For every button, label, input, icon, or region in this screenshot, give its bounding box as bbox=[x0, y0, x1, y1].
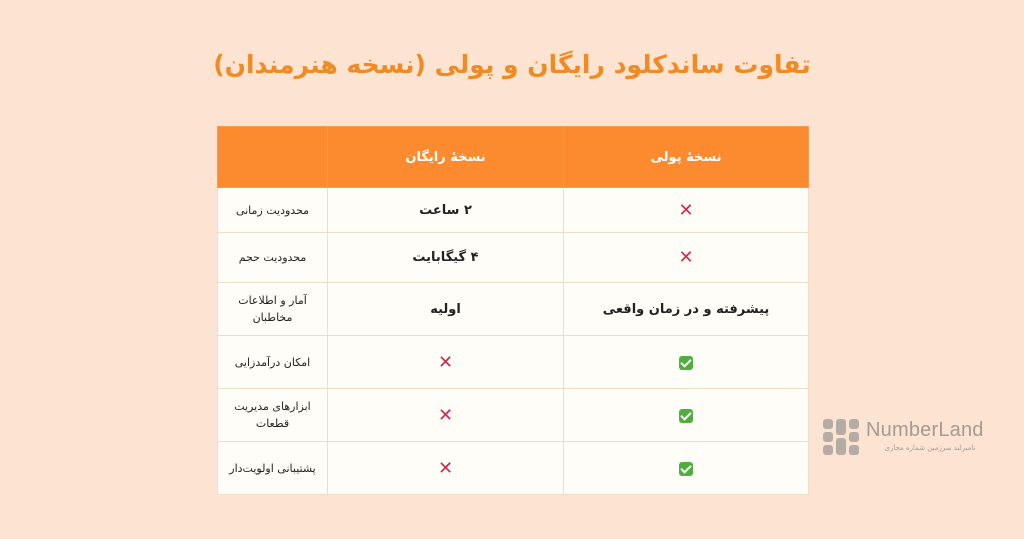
check-icon bbox=[679, 409, 693, 423]
cross-icon: ✕ bbox=[678, 247, 694, 268]
row-label: امکان درآمدزایی bbox=[218, 336, 328, 389]
numberland-logo-icon bbox=[823, 419, 859, 455]
header-blank-cell bbox=[218, 127, 328, 188]
paid-value bbox=[564, 188, 809, 233]
cross-icon: ✕ bbox=[437, 404, 454, 426]
watermark-name: NumberLand bbox=[866, 419, 984, 441]
numberland-watermark bbox=[823, 419, 998, 459]
table-row bbox=[218, 233, 809, 283]
row-label bbox=[218, 389, 328, 442]
cross-icon: ✕ bbox=[437, 457, 454, 479]
check-icon bbox=[679, 462, 693, 476]
paid-value bbox=[564, 442, 809, 495]
page-title: تفاوت ساندکلود رایگان و پولی (نسخه هنرمندان) bbox=[213, 50, 811, 79]
paid-value bbox=[564, 336, 809, 389]
free-value: اولیه bbox=[328, 283, 564, 336]
row-label: محدودیت زمانی bbox=[218, 188, 328, 233]
header-free-version: نسخهٔ رایگان bbox=[328, 127, 564, 188]
watermark-tagline: نامبرلند سرزمین شماره مجازی bbox=[884, 444, 976, 452]
check-icon bbox=[679, 356, 693, 370]
cross-icon: ✕ bbox=[678, 199, 694, 221]
paid-value bbox=[564, 233, 809, 283]
free-value bbox=[328, 389, 564, 442]
row-label-text: ابزارهای مدیریت قطعات bbox=[234, 400, 311, 430]
free-value bbox=[328, 336, 564, 389]
table-row bbox=[218, 336, 809, 389]
table-row bbox=[218, 389, 809, 442]
paid-value: پیشرفته و در زمان واقعی bbox=[564, 283, 809, 336]
row-label bbox=[218, 283, 328, 336]
row-label: پشتیبانی اولویت‌دار bbox=[218, 442, 328, 495]
table-row bbox=[218, 188, 809, 233]
cross-icon: ✕ bbox=[437, 351, 454, 373]
paid-value bbox=[564, 389, 809, 442]
table-header-row bbox=[218, 127, 809, 188]
header-paid-version: نسخهٔ پولی bbox=[564, 127, 809, 188]
free-value bbox=[328, 442, 564, 495]
table-row bbox=[218, 442, 809, 495]
free-value: ۲ ساعت bbox=[328, 188, 564, 233]
row-label-text: آمار و اطلاعات مخاطبان bbox=[238, 294, 307, 324]
comparison-table bbox=[217, 126, 809, 495]
free-value: ۴ گیگابایت bbox=[328, 233, 564, 283]
table-row bbox=[218, 283, 809, 336]
row-label: محدودیت حجم bbox=[218, 233, 328, 283]
